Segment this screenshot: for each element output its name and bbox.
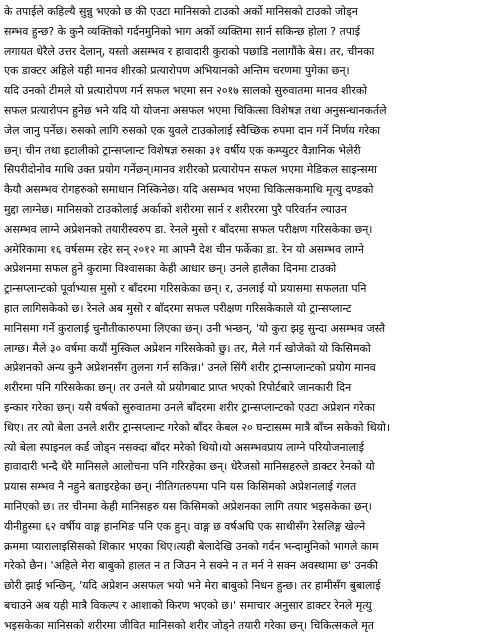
text-line: सफल प्रत्यारोपन हुनेछ भने यदि यो योजना असफल भएमा चिकित्सा विशेषज्ञ तथा अनुसन्धानकर्तले	[4, 103, 387, 117]
article-body	[4, 2, 502, 636]
text-line: शरीरमा पनि गरिसकेका छन्। तर उनले यो प्रयोगबाट प्राप्त भएको रिपोर्टबारे जानकारी दिन	[4, 381, 352, 395]
text-line: क्रममा प्यारालाइसिसको शिकार भएका थिए।त्यही बेलादेखि उनको गर्दन भन्दामुनिको भागले काम	[4, 539, 379, 553]
text-line: सिपरीदोनोव माथि उक्त प्रयोग गर्नेछन्।मानव शरीरको प्रत्यारोपन सफल भएमा मेडिकल साइन्समा	[4, 163, 377, 177]
text-line: इन्कार गरेका छन्। यसै वर्षको सुरुवातमा उनले बाँदरमा शरीर ट्रान्सप्लान्टको एउटा अप्रेशन गरेका	[4, 400, 376, 414]
text-line: एक डाक्टर अहिले यही मानव शीरको प्रत्यारोपण अभियानको अन्तिम चरणमा पुगेका छन्।	[4, 64, 350, 78]
text-line: हात लागिसकेको छ। रेनले अब मुसो र बाँदरमा सफल परीक्षण गरिसकेकाले यो ट्रान्सप्लान्ट	[4, 301, 352, 315]
text-line: असम्भव लाग्ने अप्रेशनको तयारीस्वरुप डा. रेनले मुसो र बाँदरमा सफल परीक्षण गरिसकेका छन्।	[4, 222, 373, 236]
text-line: के तपाईले कहिल्यै सुन्नु भएको छ की एउटा मानिसको टाउको अर्को मानिसको टाउको जोड्न	[4, 5, 358, 18]
text-line: मुद्दा लाग्नेछ। मानिसको टाउकोलाई अर्काको शरीरमा सार्न र शरीररमा पुरै परिवर्तन ल्याउन	[4, 202, 347, 216]
text-line: त्यो बेला स्पाइनल कर्ड जोड्न नसक्दा बाँदर मरेको थियो।यो असम्भवप्राय लाग्ने परियोजनालाई	[4, 440, 364, 454]
text-line: लगायत धेरैले उत्तर देलान्, यस्तो असम्भव र हावादारी कुराको पछाडि नलागौंके बेस। तर, चीनका	[4, 44, 375, 58]
text-line: अप्रेशनमा सफल हुने कुरामा विश्वासका केही आधार छन्। उनले हालैका दिनमा टाउको	[4, 262, 337, 276]
text-line: गरेको छैन। 'अहिले मेरा बाबुको हालत न त जिउन ने सक्ने न त मर्न ने सक्न अवस्थामा छ' उनकी	[4, 559, 378, 573]
text-line: मानिएको छ। तर चीनमा केही मानिसहरु यस किसिमको अप्रेशनका लागि तयार भइसकेका छन्।	[4, 499, 372, 513]
text-line: सम्भव हुन्छ? के कुनै व्यक्तिको गर्दनमुनिको भाग अर्को व्यक्तिमा सार्न सकिन्छ होला ? तपाई	[4, 24, 361, 38]
text-line: बचाउने अब यही मात्रै विकल्प र आशाको किरण भएको छ।' समाचार अनुसार डाक्टर रेनले मृत्यु	[4, 598, 372, 612]
text-line: यदि उनको टीमले यो प्रत्यारोपण गर्न सफल भएमा सन २०१७ सालको सुरुवातमा मानव शीरको	[4, 84, 368, 98]
text-line: लाग्छ। मैले ३० वर्षमा कयौं मुस्किल अप्रेशन गरिसकेको छु। तर, मैले गर्न खोजेको यो किसिमको	[4, 341, 371, 355]
text-line: छोरी झाई भन्छिन्, 'यदि अप्रेशन असफल भयो भने मेरा बाबुको निधन हुन्छ। तर हामीसँग बुबालाई	[4, 579, 381, 593]
text-line: मानिसमा गर्ने कुरालाई चुनौतीकारुपमा लिएका छन्। उनी भन्छन्, 'यो कुरा झट्ट सुन्दा असम्भव जस्तै	[4, 321, 386, 335]
text-line: जेल जानु पर्नेछ। रुसको लागि रुसको एक युवले टाउकोलाई स्वैच्छिक रुपमा दान गर्ने निर्णय गरेका	[4, 123, 381, 137]
text-line: प्रयास सम्भव नै नहुने बताइरहेका छन्। नीतिगतरुपमा पनि यस किसिमको अप्रेशनलाई गलत	[4, 480, 357, 494]
text-line: यीनीहुस्मा ६२ वर्षीय वाङ्ग हानमिङ पनि एक हुन्। वाङ्ग छ वर्षअघि एक साथीसँग रेसलिङ्ग खेल्ने	[4, 519, 366, 533]
text-line: थिए। तर त्यो बेला उनले शरीर ट्रान्सप्लान्ट गरेको बाँदर केबल २० घन्टासम्म मात्रै बाँच्न सकेको थियो।	[4, 420, 390, 434]
text-line: अप्रेशनको अन्य कुनै अप्रेशनसँग तुलना गर्न सकिन्न।' उनले सिंगै शरीर ट्रान्सप्लान्टको प्रयोग मानव	[4, 361, 376, 375]
text-line: कैयौ असम्भव रोगहरुको समाधान निस्किनेछ। यदि असम्भव भएमा चिकित्सकमाथि मृत्यु दण्डको	[4, 183, 374, 197]
text-line: भइसकेका मानिसको शरीरमा जीवित मानिसको शरीर जोड्ने तयारी गरेका छन्। चिकित्सकले मृत	[4, 618, 374, 632]
text-line: अमेरिकामा १६ वर्षसम्म रहेर सन् २०१२ मा आफ्नै देश चीन फर्केका डा. रेन यो असम्भव लाग्ने	[4, 242, 364, 256]
text-line: ट्रान्सप्लान्टको पूर्वाभ्यास मुसो र बाँदरमा गरिसकेका छन्। र, उनलाई यो प्रयासमा सफलता पनि	[4, 282, 367, 296]
text-line: छन्। चीन तथा इटालीको ट्रान्सप्लान्ट विशेषज्ञ रुसका ३१ वर्षीय एक कम्प्युटर वैज्ञानिक भेलेरी	[4, 143, 361, 157]
text-line: हावादारी भन्दै धेरै मानिसले आलोचना पनि गरिरहेका छन्। धेरैजसो मानिसहरुले डाक्टर रेनको यो	[4, 460, 375, 474]
